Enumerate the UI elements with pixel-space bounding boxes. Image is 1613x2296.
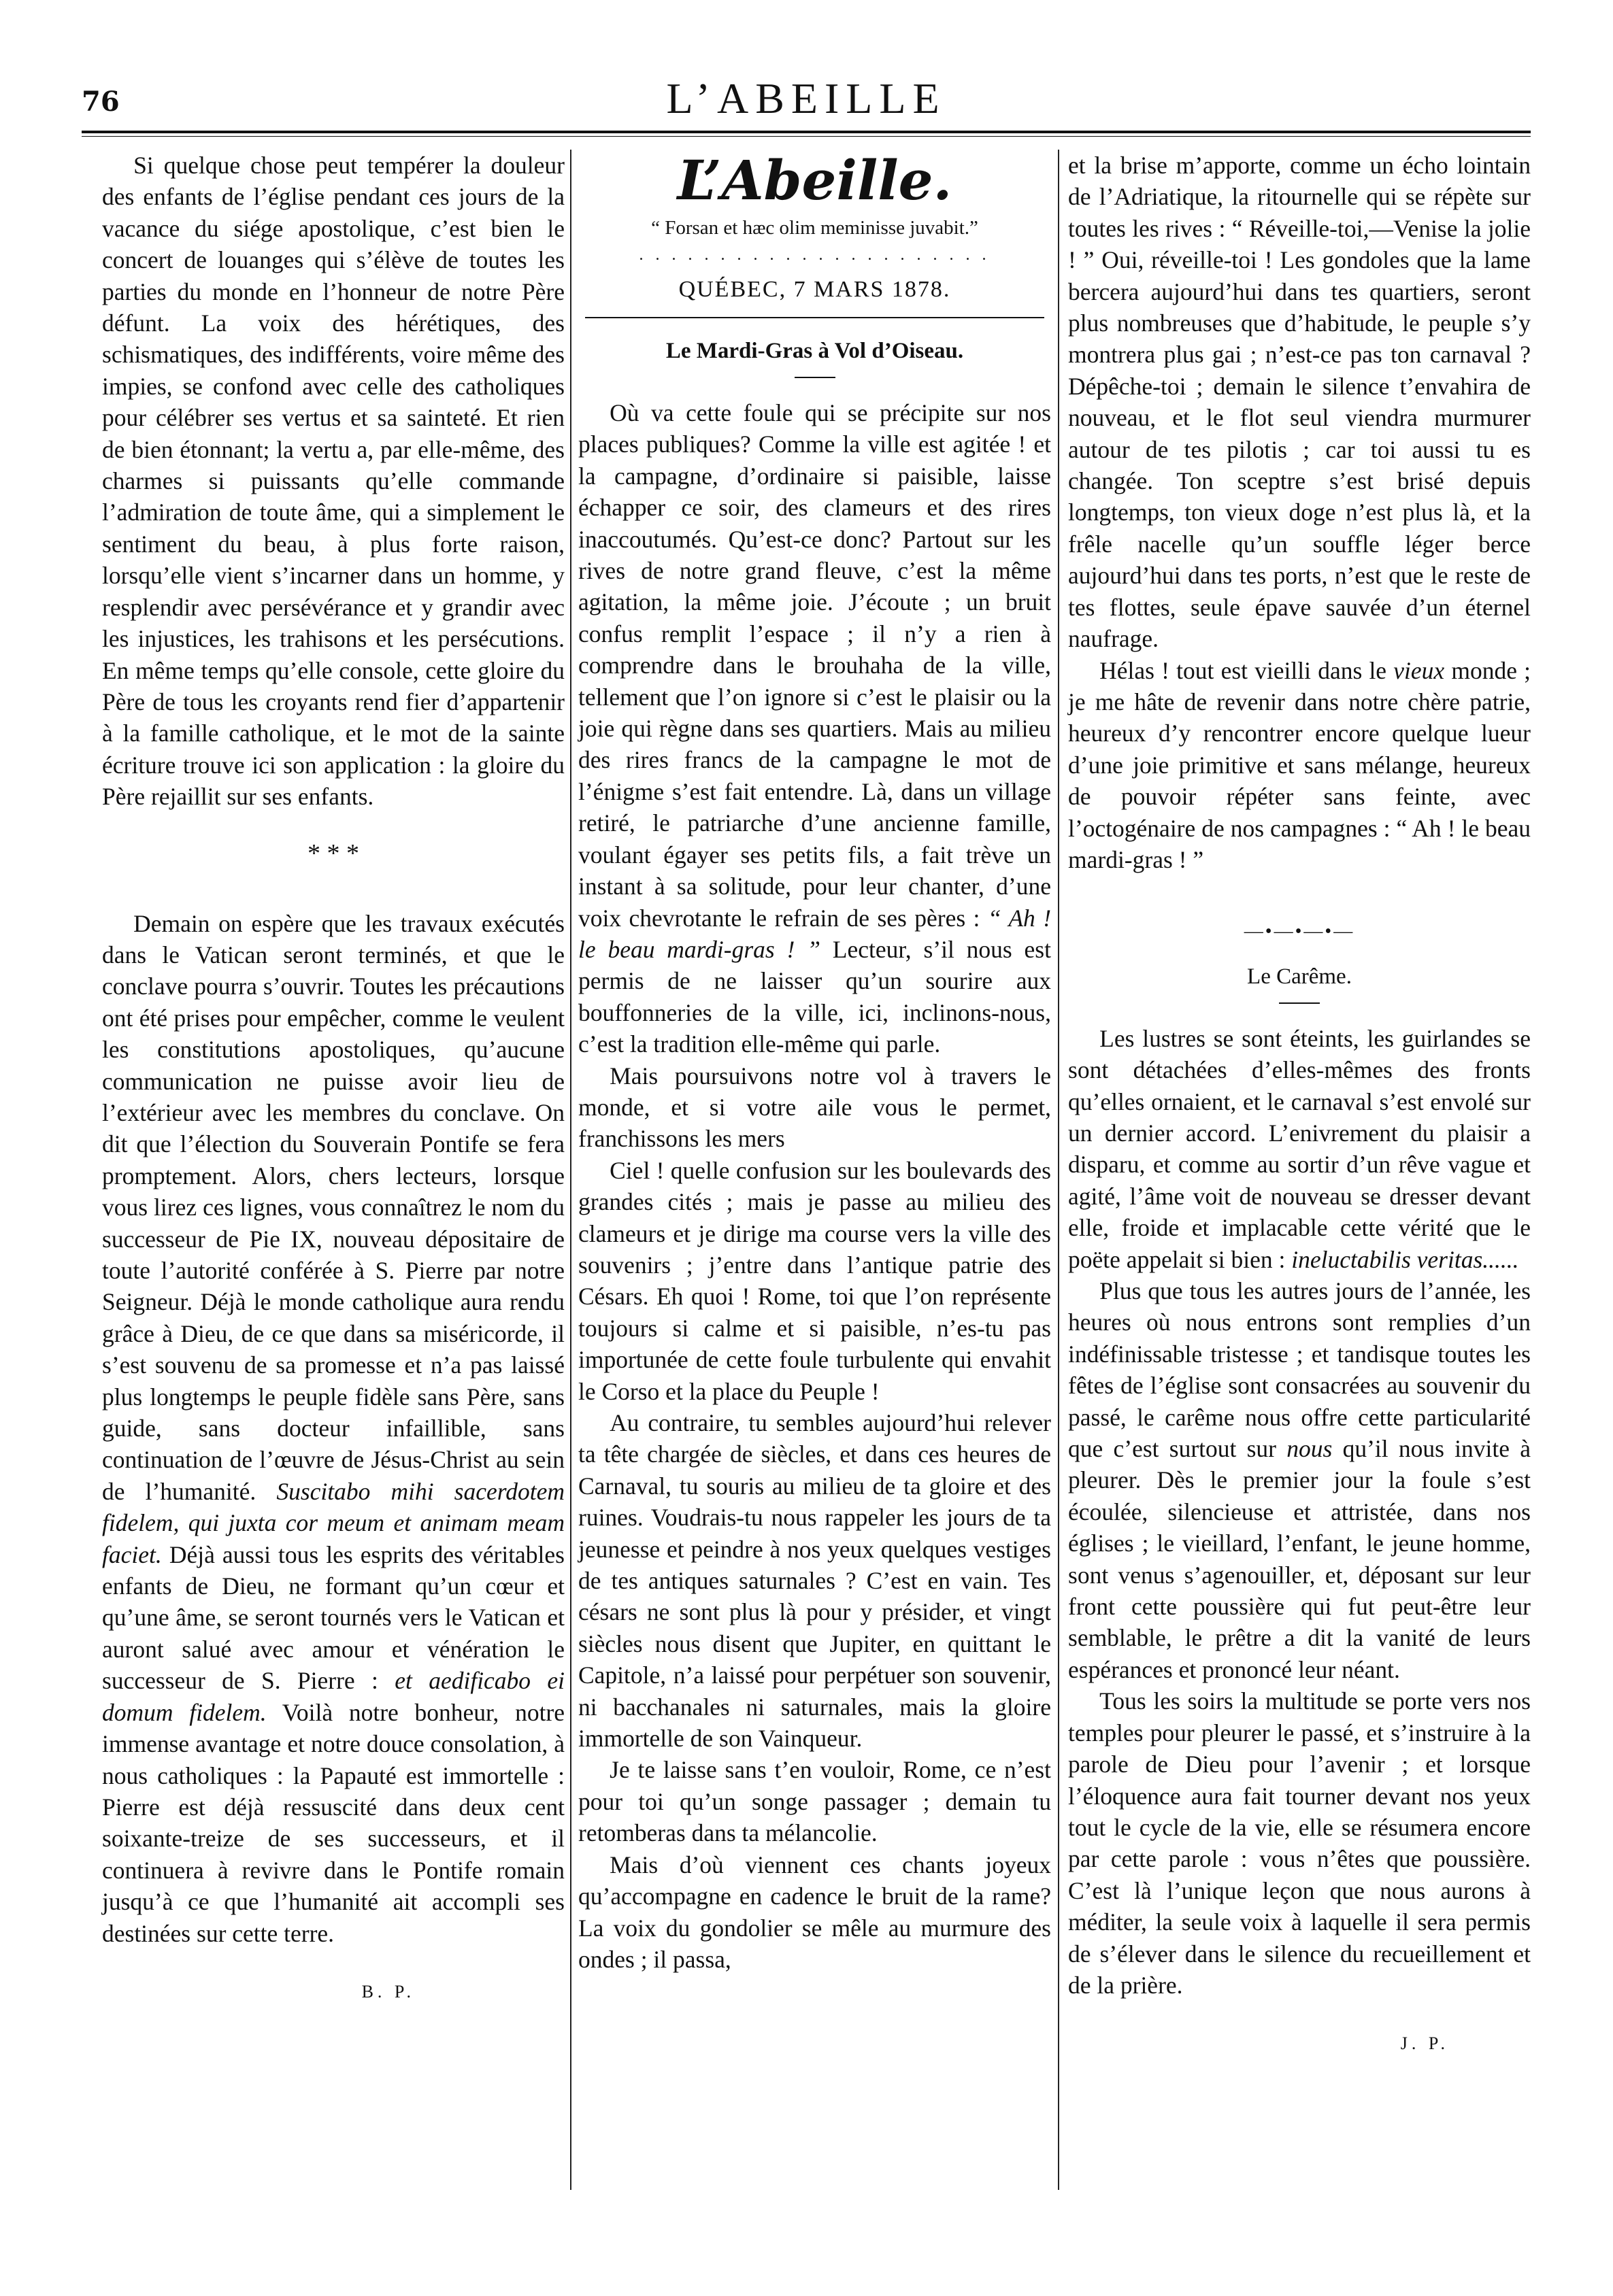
col3-paragraph-4 xyxy=(1068,1275,1531,1685)
dotted-rule: . . . . . . . . . . . . . . . . . . . . . . xyxy=(639,246,991,264)
col1-paragraph-1: Si quelque chose peut tempérer la douleur des enfants de l’église pendant ces jours de la vacance du siége apostolique, c’est bien le concert de louanges qui s’élève de toutes les parties du monde en l’honneur de notre Père défunt. La voix des hérétiques, des schismatiques, des indifférents, voire même des impies, se confond avec celle des catholiques pour célébrer ses vertus et sa sainteté. Et rien de bien étonnant; la vertu a, par elle-même, des charmes si puissants qu’elle commande l’admiration de toute âme, qui a simplement le sentiment du beau, à plus forte raison, lorsqu’elle vient s’incarner dans un homme, y resplendir avec persévérance et y grandir avec les injustices, les trahisons et les persécutions. En même temps qu’elle console, cette gloire du Père de tous les croyants rend fier d’appartenir à la famille catholique, et le mot de la sainte écriture trouve ici son application : la gloire du Père rejaillit sur ses enfants. xyxy=(102,152,565,811)
col1-paragraph-2 xyxy=(102,908,565,1949)
col3-paragraph-2b: monde ; je me hâte de revenir dans notre chère patrie, heureux d’y rencontrer encore quelque lueur d’une joie primitive et sans mélange, heureux de pouvoir répéter sans feinte, avec l’octogénaire de nos campagnes : “ Ah ! le beau mardi-gras ! ” xyxy=(1068,656,1531,873)
col3-paragraph-3a: Les lustres se sont éteints, les guirlandes se sont détachées d’elles-mêmes des fronts qu’elles ornaient, et le carnaval s’est envolé sur un dernier accord. L’enivrement du plaisir a disparu, et comme au sortir d’un rêve vague et agité, l’âme voit de nouveau se dresser devant elle, froide et implacable cette vérité que le poëte appelait si bien : xyxy=(1068,1024,1531,1273)
col2-paragraph-6: Mais d’où viennent ces chants joyeux qu’accompagne en cadence le bruit de la rame? La voix du gondolier se mêle au murmure des ondes ; il passa, xyxy=(578,1851,1051,1973)
column-2 xyxy=(578,150,1051,1975)
careme-short-rule xyxy=(1279,1002,1320,1004)
column-3 xyxy=(1068,150,1531,2060)
col3-italic-nous: nous xyxy=(1286,1435,1333,1463)
col2-paragraph-2: Mais poursuivons notre vol à travers le monde, et si votre aile vous le permet, franchissons les mers xyxy=(578,1062,1051,1153)
col3-paragraph-5: Tous les soirs la multitude se porte vers nos temples pour pleurer le passé, et s’instruire à la parole de Dieu pour l’avenir ; et lorsque l’éloquence aura fait tourner devant nos yeux tout le cycle de la vie, elle se résumera encore par cette parole : vous n’êtes que poussière. C’est là l’unique leçon que nous aurons à méditer, la seule voix à laquelle il sera permis de s’élever dans le silence du recueillement et de la prière. xyxy=(1068,1687,1531,1999)
column-divider-1 xyxy=(570,150,571,2190)
section-ornament: —•—•—•— xyxy=(1244,921,1355,943)
col3-paragraph-2a: Hélas ! tout est vieilli dans le xyxy=(1099,656,1387,684)
col2-paragraph-1 xyxy=(578,397,1051,1060)
col2-paragraph-4: Au contraire, tu sembles aujourd’hui relever ta tête chargée de siècles, et dans ces heures de Carnaval, tu souris au milieu de ta gloire et des ruines. Voudrais-tu nous rappeler les jours de ta jeunesse et peindre à nos yeux quelques vestiges de tes antiques saturnales ? C’est en vain. Tes césars ne sont plus là pour y présider, et vingt siècles nous disent que Jupiter, en quittant le Capitole, n’a laissé pour perpétuer son souvenir, ni bacchanales ni saturnales, mais la gloire immortelle de son Vainqueur. xyxy=(578,1409,1051,1753)
column-divider-2 xyxy=(1058,150,1059,2190)
col2-paragraph-5: Je te laisse sans t’en vouloir, Rome, ce n’est pour toi qu’un songe passager ; demain tu retomberas dans ta mélancolie. xyxy=(578,1756,1051,1847)
col1-latin-quote-1: Suscitabo mihi sacerdotem fidelem, qui juxta cor meum et animam meam faciet. xyxy=(102,1477,565,1568)
col3-latin-quote: ineluctabilis veritas...... xyxy=(1291,1245,1519,1273)
col1-signature: B. P. xyxy=(361,1981,415,2002)
col3-paragraph-1: et la brise m’apporte, comme un écho lointain de l’Adriatique, la ritournelle qui se répète sur toutes les rives : “ Réveille-toi,—Venise la jolie ! ” Oui, réveille-toi ! Les gondoles que la lame bercera aujourd’hui dans tes quartiers, seront plus nombreuses que d’habitude, le peuple s’y montrera plus gai ; n’est-ce pas ton carnaval ? Dépêche-toi ; demain le silence t’envahira de nouveau, et le flot seul viendra murmurer autour de tes pilotis ; car toi aussi tu es changée. Ton sceptre s’est brisé depuis longtemps, ton vieux doge n’est plus là, et la frêle nacelle qu’un souffle léger berce aujourd’hui dans tes ports, n’est que le reste de tes flottes, seule épave sauvée d’un éternel naufrage. xyxy=(1068,152,1531,653)
col2-paragraph-1b: Lecteur, s’il nous est permis de ne laisser qu’un sourire aux bouffonneries de la ville, ici, inclinons-nous, c’est la tradition elle-même qui parle. xyxy=(578,935,1051,1058)
dateline: QUÉBEC, 7 MARS 1878. xyxy=(678,277,951,302)
header-rule xyxy=(82,131,1531,133)
col1-paragraph-2c: Voilà notre bonheur, notre immense avantage et notre douce consolation, à nous catholiques : la Papauté est immortelle : Pierre est déjà ressuscité dans deux cent soixante-treize de ses successeurs, et il continuera à revivre dans le Pontife romain jusqu’à ce que l’humanité ait accompli ses destinées sur cette terre. xyxy=(102,1698,565,1947)
col1-paragraph-2a: Demain on espère que les travaux exécutés dans le Vatican seront terminés, et que le conclave pourra s’ouvrir. Toutes les précautions ont été prises pour empêcher, comme le veulent les constitutions apostoliques, qu’aucune communication ne puisse avoir lieu de l’extérieur avec les membres du conclave. On dit que l’élection du Souverain Pontife se fera promptement. Alors, chers lecteurs, lorsque vous lirez ces lignes, vous connaîtrez le nom du successeur de Pie IX, nouveau dépositaire de toute l’autorité conférée à S. Pierre par notre Seigneur. Déjà le monde catholique aura rendu grâce à Dieu, de ce que dans sa miséricorde, il s’est souvenu de sa promesse et n’a pas laissé plus longtemps le peuple fidèle sans Père, sans guide, sans docteur infaillible, sans continuation de l’œuvre de Jésus-Christ au sein de l’humanité. xyxy=(102,909,565,1505)
article-title-mardi-gras: Le Mardi-Gras à Vol d’Oiseau. xyxy=(665,339,964,363)
asterism: * * * xyxy=(307,839,359,868)
col3-italic-vieux: vieux xyxy=(1393,656,1445,684)
page-header xyxy=(82,73,1531,128)
col3-paragraph-2 xyxy=(1068,655,1531,876)
motto: “ Forsan et hæc olim meminisse juvabit.” xyxy=(651,217,978,239)
col3-paragraph-4a: Plus que tous les autres jours de l’année, les heures où nous entrons sont remplies d’un indéfinissable tristesse ; et tandisque toutes les fêtes de l’église sont consacrées au souvenir du passé, le carême nous offre cette particularité que c’est surtout sur xyxy=(1068,1277,1531,1463)
col3-signature: J. P. xyxy=(1400,2033,1449,2054)
journal-title: L’ABEILLE xyxy=(666,74,946,122)
col2-quote: “ Ah ! le beau mardi-gras ! ” xyxy=(578,904,1052,963)
column-1 xyxy=(102,150,565,2008)
col3-paragraph-3 xyxy=(1068,1023,1531,1275)
col1-latin-quote-2: et aedificabo ei domum fidelem. xyxy=(102,1667,565,1726)
masthead-rule xyxy=(585,317,1044,318)
col1-paragraph-2b: Déjà aussi tous les esprits des véritables enfants de Dieu, ne formant qu’un cœur et qu’une âme, se seront tournés vers le Vatican et auront salué avec amour et vénération le successeur de S. Pierre : xyxy=(102,1540,565,1695)
article-title-careme: Le Carême. xyxy=(1247,964,1352,989)
masthead: L’Abeille. xyxy=(677,148,952,212)
title-short-rule xyxy=(795,377,835,378)
header-rule-thin xyxy=(82,136,1531,137)
page-number: 76 xyxy=(82,86,120,118)
col3-paragraph-4b: qu’il nous invite à pleurer. Dès le premier jour la foule s’est écoulée, silencieuse et attristée, dans nos églises ; le vieillard, l’enfant, le jeune homme, sont venus s’agenouiller, et, déposant sur leur front cette poussière qui fut peut-être leur semblable, le prêtre a dit la vanité de leurs espérances et prononcé leur néant. xyxy=(1068,1435,1531,1683)
col2-paragraph-1a: Où va cette foule qui se précipite sur nos places publiques? Comme la ville est agitée ! et la campagne, d’ordinaire si paisible, laisse échapper ce soir, des clameurs et des rires inaccoutumés. Qu’est-ce donc? Partout sur les rives de notre grand fleuve, c’est la même agitation, la même joie. J’écoute ; un bruit confus remplit l’espace ; il n’y a rien à comprendre dans le brouhaha de la ville, tellement que l’on ignore si c’est le plaisir ou la joie qui règne dans ses quartiers. Mais au milieu des rires francs de la campagne le mot de l’énigme s’est fait entendre. Là, dans un village retiré, le patriarche d’une ancienne famille, voulant égayer ses petits fils, a fait trève un instant à sa solitude, pour leur chanter, d’une voix chevrotante le refrain de ses pères : xyxy=(578,399,1051,932)
col2-paragraph-3: Ciel ! quelle confusion sur les boulevards des grandes cités ; mais je passe au milieu des clameurs et je dirige ma course vers la ville des souvenirs ; j’entre dans l’antique patrie des Césars. Eh quoi ! Rome, toi que l’on représente toujours si calme et si paisible, n’es-tu pas importunée de cette foule turbulente qui envahit le Corso et la place du Peuple ! xyxy=(578,1156,1051,1405)
